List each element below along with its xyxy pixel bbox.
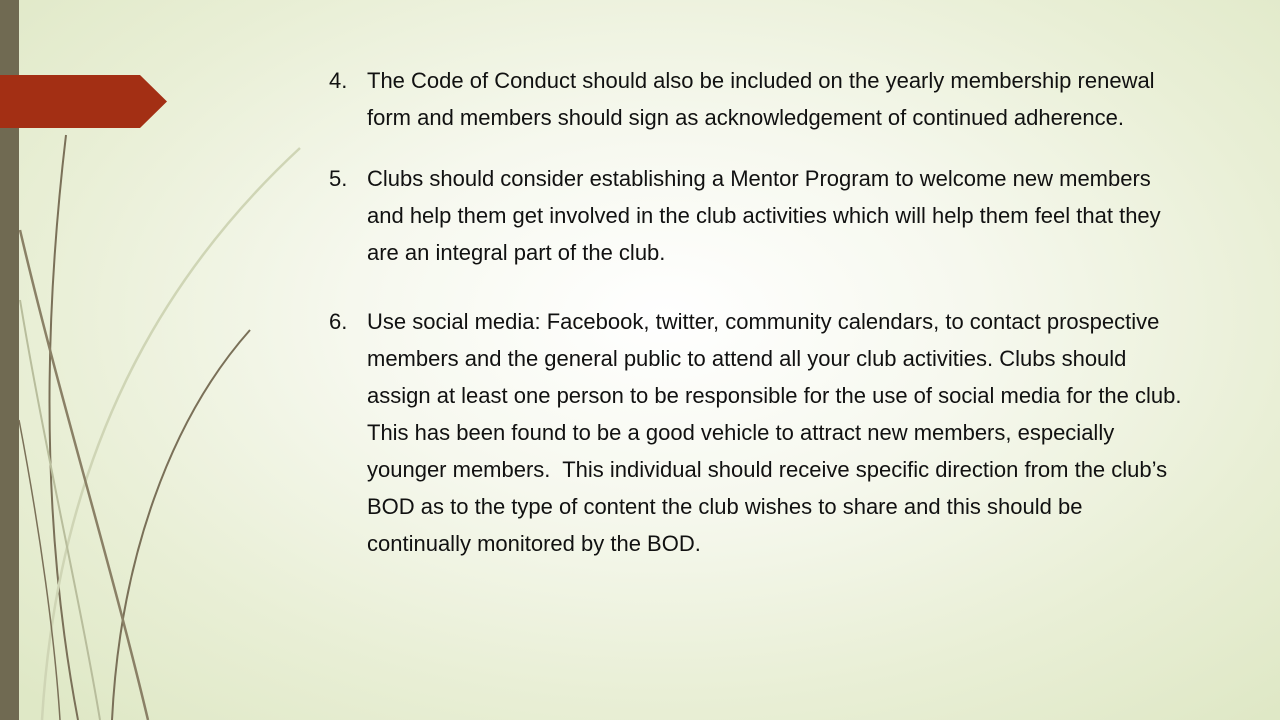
list-item	[329, 303, 1200, 562]
grass-stem	[42, 148, 300, 720]
item-number: 5.	[329, 166, 348, 191]
item-number: 4.	[329, 68, 348, 93]
numbered-list	[329, 62, 1200, 562]
grass-stem	[49, 135, 78, 720]
item-text: Clubs should consider establishing a Mentor Program to welcome new members and help them get involved in the club activities which will help them feel that they are an integral part of the club.	[367, 166, 1167, 265]
item-text: Use social media: Facebook, twitter, community calendars, to contact prospective members and the general public to attend all your club activities. Clubs should assign at least one person to be responsible for the use of social media for the club. This has been found to be a good vehicle to attract new members, especially younger members. This individual should receive specific direction from the club’s BOD as to the type of content the club wishes to share and this should be continually monitored by the BOD.	[367, 309, 1200, 556]
grass-stem	[19, 420, 60, 720]
item-number: 6.	[329, 309, 348, 334]
list-item	[329, 160, 1189, 271]
item-text: The Code of Conduct should also be included on the yearly membership renewal form and members should sign as acknowledgement of continued adherence.	[367, 68, 1161, 130]
grass-stem	[20, 230, 148, 720]
list-item	[329, 62, 1189, 136]
grass-stem	[20, 300, 100, 720]
accent-arrow-tab	[0, 75, 167, 128]
